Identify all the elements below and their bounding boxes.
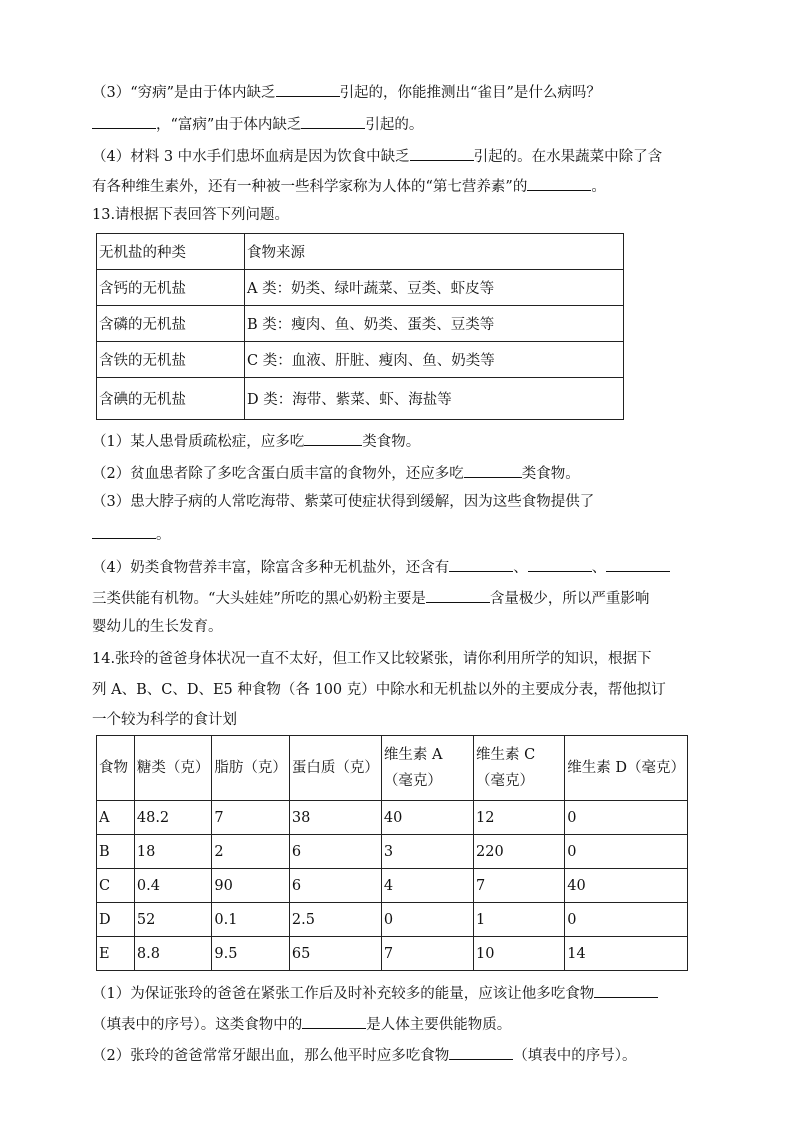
table-cell: 7 <box>212 801 290 835</box>
table-cell: 8.8 <box>134 937 212 971</box>
answer-blank[interactable] <box>92 113 156 129</box>
answer-blank[interactable] <box>449 556 513 572</box>
q13-table <box>96 233 624 420</box>
q13-sub3-line1: （3）患大脖子病的人常吃海带、紫菜可使症状得到缓解，因为这些食物提供了 <box>92 494 595 510</box>
answer-blank[interactable] <box>426 587 490 603</box>
table-cell: 含铁的无机盐 <box>97 342 245 378</box>
table-cell: 12 <box>474 801 565 835</box>
table-cell: 4 <box>381 869 473 903</box>
table-cell: B 类：瘦肉、鱼、奶类、蛋类、豆类等 <box>245 306 624 342</box>
table-cell: 1 <box>474 903 565 937</box>
table-header-row <box>97 736 688 801</box>
table-cell: 6 <box>289 869 381 903</box>
table-cell: E <box>97 937 135 971</box>
table-cell: 220 <box>474 835 565 869</box>
table-cell: 含碘的无机盐 <box>97 378 245 420</box>
answer-blank[interactable] <box>302 1013 366 1029</box>
table-cell: 40 <box>381 801 473 835</box>
text: 引起的，你能推测出“雀目”是什么病吗？ <box>339 85 601 101</box>
q13-sub2 <box>92 462 580 484</box>
text: 类食物。 <box>521 466 580 482</box>
text: （填表中的序号）。 <box>513 1048 637 1064</box>
table-cell: 7 <box>474 869 565 903</box>
text: （4）奶类食物营养丰富，除富含多种无机盐外，还含有 <box>92 560 450 576</box>
text: ，“富病”由于体内缺乏 <box>156 117 302 133</box>
table-cell: 9.5 <box>212 937 290 971</box>
text: 、 <box>591 560 607 576</box>
q12-part3-line2 <box>92 113 423 135</box>
table-row <box>97 270 624 306</box>
text: （1）某人患骨质疏松症，应多吃 <box>92 434 305 450</box>
table-row <box>97 903 688 937</box>
table-cell: 0 <box>381 903 473 937</box>
table-header-cell: 维生素 D（毫克） <box>565 736 688 801</box>
table-cell: D 类：海带、紫菜、虾、海盐等 <box>245 378 624 420</box>
table-cell: 65 <box>289 937 381 971</box>
text: （2）贫血患者除了多吃含蛋白质丰富的食物外，还应多吃 <box>92 466 464 482</box>
table-header-cell: 蛋白质（克） <box>289 736 381 801</box>
table-row <box>97 937 688 971</box>
text: 、 <box>513 560 528 576</box>
table-cell: 2 <box>212 835 290 869</box>
table-header-cell: 食物来源 <box>245 234 624 270</box>
q13-sub3-line2 <box>92 523 171 545</box>
table-cell: 3 <box>381 835 473 869</box>
table-cell: 0 <box>565 903 688 937</box>
q13-sub4-line2 <box>92 587 649 609</box>
table-cell: 7 <box>381 937 473 971</box>
table-header-cell: 维生素 A（毫克） <box>381 736 473 801</box>
table-row <box>97 342 624 378</box>
q14-intro-line2: 列 A、B、C、D、E5 种食物（各 100 克）中除水和无机盐以外的主要成分表，帮他拟订 <box>92 682 666 698</box>
answer-blank[interactable] <box>304 430 362 446</box>
text: 有各种维生素外，还有一种被一些科学家称为人体的“第七营养素”的 <box>92 179 528 195</box>
answer-blank[interactable] <box>449 1044 513 1060</box>
text: （3）“穷病”是由于体内缺乏 <box>92 85 276 101</box>
table-cell: 0.1 <box>212 903 290 937</box>
text: 类食物。 <box>362 434 421 450</box>
table-cell: 2.5 <box>289 903 381 937</box>
answer-blank[interactable] <box>606 556 670 572</box>
table-header-cell: 糖类（克） <box>134 736 212 801</box>
table-cell: C <box>97 869 135 903</box>
table-cell: C 类：血液、肝脏、瘦肉、鱼、奶类等 <box>245 342 624 378</box>
table-cell: 38 <box>289 801 381 835</box>
table-cell: 52 <box>134 903 212 937</box>
text: 引起的。在水果蔬菜中除了含 <box>473 149 663 165</box>
text: 。 <box>156 527 171 543</box>
answer-blank[interactable] <box>410 145 474 161</box>
q14-sub1-line1 <box>92 982 658 1004</box>
table-header-cell: 无机盐的种类 <box>97 234 245 270</box>
text: （2）张玲的爸爸常常牙龈出血，那么他平时应多吃食物 <box>92 1048 450 1064</box>
table-cell: 18 <box>134 835 212 869</box>
table-cell: 14 <box>565 937 688 971</box>
q13-sub4-line3: 婴幼儿的生长发育。 <box>92 619 223 635</box>
text: 三类供能有机物。“大头娃娃”所吃的黑心奶粉主要是 <box>92 591 426 607</box>
q14-sub1-line2 <box>92 1013 511 1035</box>
table-cell: 0 <box>565 801 688 835</box>
table-cell: 90 <box>212 869 290 903</box>
answer-blank[interactable] <box>92 523 156 539</box>
text: （1）为保证张玲的爸爸在紧张工作后及时补充较多的能量，应该让他多吃食物 <box>92 986 595 1002</box>
q12-part4-line2 <box>92 175 606 197</box>
q14-nutrition-table <box>96 735 688 971</box>
table-cell: 0 <box>565 835 688 869</box>
table-cell: 48.2 <box>134 801 212 835</box>
q12-part3-line1 <box>92 81 601 103</box>
q13-sub4-line1 <box>92 556 670 578</box>
q14-intro-line1: 14.张玲的爸爸身体状况一直不太好，但工作又比较紧张，请你利用所学的知识，根据下 <box>92 651 652 667</box>
q13-sub1 <box>92 430 420 452</box>
q12-part4-line1 <box>92 145 662 167</box>
answer-blank[interactable] <box>464 462 522 478</box>
table-cell: 10 <box>474 937 565 971</box>
text: 含量极少，所以严重影响 <box>489 591 650 607</box>
answer-blank[interactable] <box>528 556 592 572</box>
text: （填表中的序号）。这类食物中的 <box>92 1017 303 1033</box>
table-header-cell: 食物 <box>97 736 135 801</box>
table-cell: B <box>97 835 135 869</box>
table-row <box>97 378 624 420</box>
text: 是人体主要供能物质。 <box>366 1017 512 1033</box>
table-cell: D <box>97 903 135 937</box>
table-row <box>97 306 624 342</box>
text: （4）材料 3 中水手们患坏血病是因为饮食中缺乏 <box>92 149 410 165</box>
table-cell: 40 <box>565 869 688 903</box>
table-cell: 6 <box>289 835 381 869</box>
table-header-cell: 维生素 C（毫克） <box>474 736 565 801</box>
answer-blank[interactable] <box>276 81 340 97</box>
answer-blank[interactable] <box>301 113 365 129</box>
table-header-row <box>97 234 624 270</box>
table-cell: A 类：奶类、绿叶蔬菜、豆类、虾皮等 <box>245 270 624 306</box>
table-row <box>97 835 688 869</box>
q13-title: 13.请根据下表回答下列问题。 <box>92 207 290 223</box>
table-header-cell: 脂肪（克） <box>212 736 290 801</box>
table-cell: 含钙的无机盐 <box>97 270 245 306</box>
q14-sub2 <box>92 1044 636 1066</box>
table-row <box>97 801 688 835</box>
table-row <box>97 869 688 903</box>
text: 。 <box>591 179 606 195</box>
answer-blank[interactable] <box>527 175 591 191</box>
answer-blank[interactable] <box>594 982 658 998</box>
table-cell: A <box>97 801 135 835</box>
text: 引起的。 <box>365 117 424 133</box>
q14-intro-line3: 一个较为科学的食计划 <box>92 712 237 728</box>
table-cell: 0.4 <box>134 869 212 903</box>
table-cell: 含磷的无机盐 <box>97 306 245 342</box>
